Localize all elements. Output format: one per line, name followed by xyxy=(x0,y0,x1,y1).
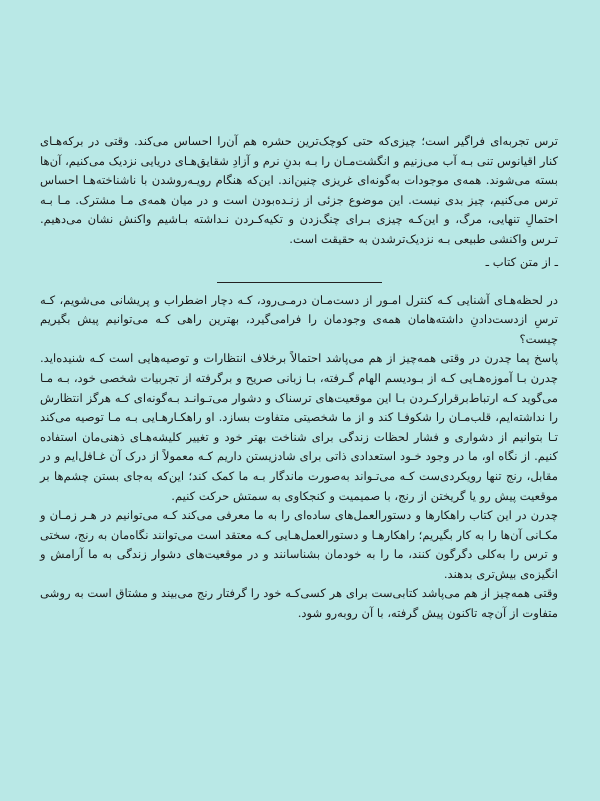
quote-source: ـ از متن کتاب ـ xyxy=(485,254,558,269)
section-divider xyxy=(217,282,382,283)
description-paragraph-4: وقتی همه‌چیز از هم می‌پاشد کتابی‌ست برای هر کسی‌کـه خود را گرفتار رنج می‌بیند و مشتاق است به روشی متفاوت از آن‌چه تاکنون پیش گرفته، با آن روبه‌رو شود. xyxy=(40,586,558,621)
intro-quote: ترس تجربه‌ای فراگیر است؛ چیزی‌که حتی کوچک‌ترین حشره هم آن‌را احساس می‌کند. وقتی در برکه‌هـای کنار اقیانوس تنی بـه آب می‌زنیم و انگشت‌مـان را بـه بدنِ نرم و آزادِ شقایق‌هـای دریایی نزدیک می‌کنیم، آن‌ها بسته می‌شوند. همه‌ی موجودات به‌گونه‌ای غریزی چنین‌اند. این‌که هنگام رویـه‌روشدن با ناشناخته‌هـا احساس ترس می‌کنیم، چیز بدی نیست. این موضوع جزئی از زنـده‌بودن است و در میان همه‌ی مـا مشترک. مـا بـه احتمالِ تنهایی، مرگ، و این‌کـه چیزی بـرای چنگ‌زدن و تکیه‌کـردن نـداشته بـاشیم واکنش نشان می‌دهیم. تـرس واکنشی طبیعی بـه نزدیک‌ترشدن به حقیقت است. xyxy=(40,134,558,246)
description-paragraph-3: چدرن در این کتاب راهکارها و دستورالعمل‌های ساده‌ای را به ما معرفی می‌کند کـه می‌توانیم در هـر زمـان و مکـانی آن‌ها را به کار بگیریم؛ راهکارهـا و دستورالعمل‌هـایی کـه معتقد است می‌توانند نگاه‌مان به رنج، سختی و ترس را به‌کلی دگرگون کنند، ما را به خودمان بشناسانند و در موقعیت‌های دشوار زندگی به ما آرامش و انگیزه‌ی بیش‌تری بدهند. xyxy=(40,508,558,581)
description-paragraph-1: در لحظه‌هـای آشنایی کـه کنترل امـور از دست‌مـان درمـی‌رود، کـه دچار اضطراب و پریشانی می‌شویم، کـه ترسِ ازدست‌دادنِ داشته‌هامان همه‌ی وجودمان را فرامی‌گیرد، بهترین راهی کـه می‌توانیم پیش بگیریم چیست؟ xyxy=(40,292,558,346)
description-paragraph-2: پاسخ پما چدرن در وقتی همه‌چیز از هم می‌پاشد احتمالاً برخلاف انتظارات و توصیه‌هایی است کـه شنیده‌اید. چدرن بـا آموزه‌هـایی کـه از بـودیسم الهام گـرفته، بـا زبانی صریح و برگرفته از تجربیات شخصی خود، بـه مـا می‌گوید کـه ارتباط‌برقرارکـردن بـا این موقعیت‌های ترسناک و دشوار می‌تـوانـد بـه‌گونه‌ای کـه هرگز انتظارش را نداشته‌ایم، قلب‌مـان را شکوفـا کند و از ما شخصیتی متفاوت بسازد. او راهکـارهـایی بـه مـا توصیه می‌کند تـا بتوانیم از دشواری و فشار لحظات زندگی برای شناخت بهتر خود و تغییر کلیشه‌هـای ذهنی‌مان استفاده کنیم. از نگاه او، ما در وجود خـود استعدادی ذاتی برای شادزیستن داریم کـه معمولاً از درک آن غـافل‌ایم و در مقابل، رنج تنها رویکردی‌ست کـه می‌تـواند به‌صورت ماندگار بـه ما کمک کند؛ این‌که به‌جای بستن چشم‌ها بر موقعیت پیش رو یا گریختن از رنج، با صمیمیت و کنجکاوی به سمتش حرکت کنیم. xyxy=(40,351,558,503)
cover-text-block xyxy=(40,132,558,624)
description-body xyxy=(40,291,558,624)
